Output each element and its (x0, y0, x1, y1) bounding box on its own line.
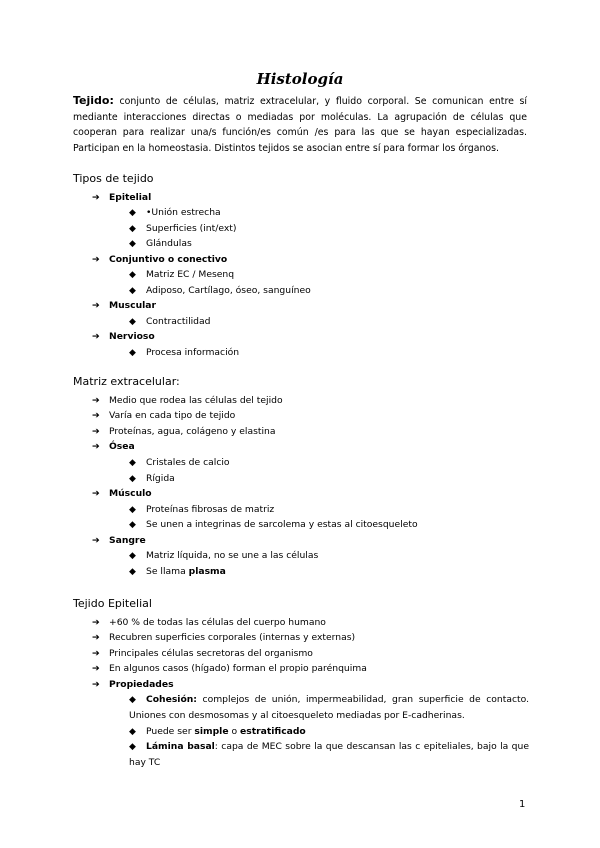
list-item: ➔ En algunos casos (hígado) forman el propio parénquima (92, 663, 367, 674)
intro-term: Tejido: (73, 94, 114, 107)
arrow-icon: ➔ (92, 679, 100, 690)
arrow-icon: ➔ (92, 441, 100, 452)
list-item: ➔ Recubren superficies corporales (internas y externas) (92, 632, 356, 643)
intro-paragraph (73, 93, 527, 156)
diamond-bullet-icon: ◆ (129, 727, 136, 737)
arrow-icon: ➔ (92, 395, 100, 406)
list-item: ◆ Se llama plasma (129, 566, 226, 577)
diamond-bullet-icon: ◆ (129, 551, 136, 561)
diamond-bullet-icon: ◆ (129, 224, 136, 234)
arrow-icon: ➔ (92, 648, 100, 659)
list-item: ➔ Varía en cada tipo de tejido (92, 410, 236, 421)
diamond-bullet-icon: ◆ (129, 458, 136, 468)
section-heading-tipos: Tipos de tejido (73, 172, 154, 185)
arrow-icon: ➔ (92, 617, 100, 628)
list-item: ➔ Principales células secretoras del organismo (92, 648, 313, 659)
list-item: ➔ Epitelial (92, 192, 152, 203)
arrow-icon: ➔ (92, 663, 100, 674)
list-item: ➔ Ósea (92, 441, 135, 452)
arrow-icon: ➔ (92, 192, 100, 203)
section-heading-epitelial: Tejido Epitelial (73, 597, 152, 610)
diamond-bullet-icon: ◆ (129, 520, 136, 530)
list-item: ➔ Propiedades (92, 679, 174, 690)
arrow-icon: ➔ (92, 632, 100, 643)
list-item: ◆ Adiposo, Cartílago, óseo, sanguíneo (129, 285, 311, 296)
list-item: ➔ Músculo (92, 488, 152, 499)
diamond-bullet-icon: ◆ (129, 348, 136, 358)
diamond-bullet-icon: ◆ (129, 270, 136, 280)
list-item: ➔ Proteínas, agua, colágeno y elastina (92, 426, 276, 437)
diamond-bullet-icon: ◆ (129, 505, 136, 515)
list-item: ◆ Procesa información (129, 347, 240, 358)
arrow-icon: ➔ (92, 331, 100, 342)
list-item: ➔ +60 % de todas las células del cuerpo humano (92, 617, 326, 628)
list-item: ◆ Rígida (129, 473, 175, 484)
diamond-bullet-icon: ◆ (129, 208, 136, 218)
list-item: ◆ Matriz líquida, no se une a las células (129, 550, 319, 561)
diamond-bullet-icon: ◆ (129, 317, 136, 327)
list-item: ◆ Superficies (int/ext) (129, 223, 237, 234)
list-item: ➔ Sangre (92, 535, 146, 546)
page-title: Histología (256, 70, 344, 88)
arrow-icon: ➔ (92, 535, 100, 546)
arrow-icon: ➔ (92, 488, 100, 499)
diamond-bullet-icon: ◆ (129, 742, 136, 752)
list-item: ➔ Nervioso (92, 331, 155, 342)
list-item: ◆ Lámina basal: capa de MEC sobre la que descansan las c epiteliales, bajo la que hay TC (129, 741, 529, 768)
list-item: ◆ Cristales de calcio (129, 457, 230, 468)
list-item: ◆ Contractilidad (129, 316, 211, 327)
diamond-bullet-icon: ◆ (129, 239, 136, 249)
list-item: ◆ •Unión estrecha (129, 207, 221, 218)
section-heading-matriz: Matriz extracelular: (73, 375, 180, 388)
diamond-bullet-icon: ◆ (129, 474, 136, 484)
list-item: ◆ Cohesión: complejos de unión, impermeabilidad, gran superficie de contacto. Uniones con desmosomas y al citoesqueleto mediadas por E-cadherinas. (129, 694, 529, 721)
arrow-icon: ➔ (92, 300, 100, 311)
list-item: ◆ Glándulas (129, 238, 192, 249)
intro-text: conjunto de células, matriz extracelular, y fluido corporal. Se comunican entre sí mediante interacciones directas o mediadas por moléculas. La agrupación de células que cooperan para realizar una/s función/es común /es para las que se hayan especializadas. Participan en la homeostasia. Distintos tejidos se asocian entre sí para formar los órganos. (73, 96, 527, 154)
list-item: ◆ Proteínas fibrosas de matriz (129, 504, 275, 515)
diamond-bullet-icon: ◆ (129, 567, 136, 577)
list-item: ➔ Muscular (92, 300, 157, 311)
diamond-bullet-icon: ◆ (129, 695, 136, 705)
diamond-bullet-icon: ◆ (129, 286, 136, 296)
page-number: 1 (519, 799, 526, 810)
arrow-icon: ➔ (92, 410, 100, 421)
arrow-icon: ➔ (92, 426, 100, 437)
list-item: ◆ Matriz EC / Mesenq (129, 269, 235, 280)
list-item: ◆ Se unen a integrinas de sarcolema y estas al citoesqueleto (129, 519, 418, 530)
list-item: ➔ Medio que rodea las células del tejido (92, 395, 283, 406)
list-item: ➔ Conjuntivo o conectivo (92, 254, 228, 265)
arrow-icon: ➔ (92, 254, 100, 265)
list-item: ◆ Puede ser simple o estratificado (129, 726, 306, 737)
